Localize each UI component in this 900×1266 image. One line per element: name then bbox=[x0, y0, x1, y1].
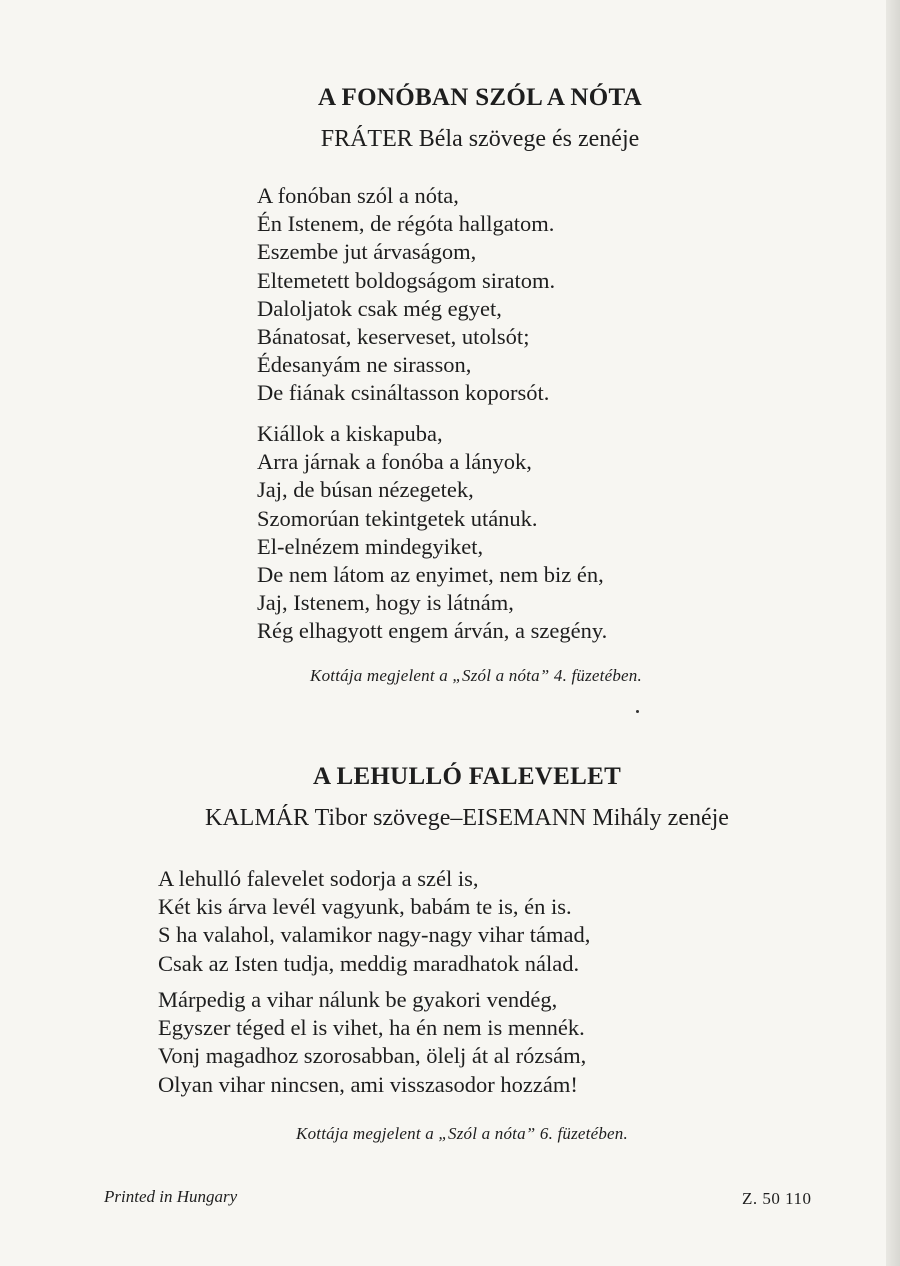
verse-line: Eltemetett boldogságom siratom. bbox=[257, 267, 556, 293]
verse-line: De nem látom az enyimet, nem biz én, bbox=[257, 562, 604, 588]
verse-line: Vonj magadhoz szorosabban, ölelj át al rózsám, bbox=[158, 1043, 587, 1069]
verse-line: Bánatosat, keserveset, utolsót; bbox=[257, 324, 530, 350]
verse-line: Olyan vihar nincsen, ami visszasodor hozzám! bbox=[158, 1071, 578, 1097]
printed-in-label: Printed in Hungary bbox=[104, 1187, 238, 1206]
verse-line: Eszembe jut árvaságom, bbox=[257, 239, 477, 265]
verse-line: Két kis árva levél vagyunk, babám te is, én is. bbox=[158, 894, 572, 920]
verse-line: A lehulló falevelet sodorja a szél is, bbox=[158, 866, 479, 891]
verse-line: Én Istenem, de régóta hallgatom. bbox=[257, 211, 555, 237]
verse-line: Egyszer téged el is vihet, ha én nem is mennék. bbox=[158, 1015, 585, 1041]
song1-stanza-1 bbox=[257, 182, 555, 408]
verse-line: Édesanyám ne sirasson, bbox=[257, 352, 472, 378]
verse-line: Jaj, de búsan nézegetek, bbox=[257, 477, 474, 503]
catalog-number: Z. 50 110 bbox=[742, 1189, 812, 1208]
verse-line: Márpedig a vihar nálunk be gyakori vendég, bbox=[158, 987, 558, 1012]
verse-line: Jaj, Istenem, hogy is látnám, bbox=[257, 590, 514, 616]
verse-line: S ha valahol, valamikor nagy-nagy vihar támad, bbox=[158, 922, 591, 948]
verse-line: El-elnézem mindegyiket, bbox=[257, 533, 484, 559]
verse-line: Rég elhagyott engem árván, a szegény. bbox=[257, 618, 608, 644]
song2-score-note: Kottája megjelent a „Szól a nóta” 6. füzetében. bbox=[296, 1124, 628, 1143]
song2-title: A LEHULLÓ FALEVELET bbox=[312, 763, 622, 790]
song2-credit: KALMÁR Tibor szövege–EISEMANN Mihály zenéje bbox=[205, 805, 729, 831]
verse-line: Csak az Isten tudja, meddig maradhatok nálad. bbox=[158, 950, 580, 976]
song1-stanza-2 bbox=[257, 420, 607, 646]
song2-stanza-1 bbox=[158, 865, 590, 978]
song2-stanza-2 bbox=[158, 986, 586, 1099]
verse-line: Szomorúan tekintgetek utánuk. bbox=[257, 505, 538, 531]
song1-credit: FRÁTER Béla szövege és zenéje bbox=[320, 126, 640, 152]
verse-line: Daloljatok csak még egyet, bbox=[257, 295, 502, 321]
verse-line: A fonóban szól a nóta, bbox=[257, 183, 459, 208]
verse-line: Arra járnak a fonóba a lányok, bbox=[257, 449, 532, 475]
page-edge-shadow bbox=[886, 0, 900, 1266]
song1-score-note: Kottája megjelent a „Szól a nóta” 4. füzetében. bbox=[310, 666, 642, 685]
verse-line: De fiának csináltasson koporsót. bbox=[257, 380, 550, 406]
print-speck bbox=[636, 710, 639, 713]
song1-title: A FONÓBAN SZÓL A NÓTA bbox=[318, 84, 642, 111]
verse-line: Kiállok a kiskapuba, bbox=[257, 421, 443, 446]
